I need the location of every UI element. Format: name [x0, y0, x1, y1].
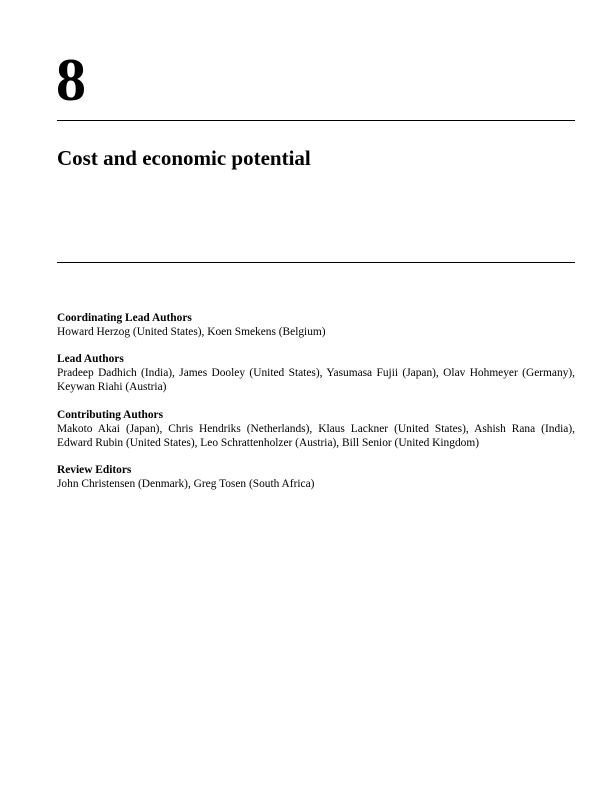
bottom-divider [57, 262, 575, 263]
author-names: John Christensen (Denmark), Greg Tosen (South Africa) [57, 478, 315, 491]
coordinating-lead-authors-section [57, 311, 575, 339]
author-names: Howard Herzog (United States), Koen Smekens (Belgium) [57, 326, 326, 338]
chapter-title: Cost and economic potential [57, 146, 311, 170]
contributing-authors-section [57, 408, 575, 450]
section-heading: Review Editors [57, 464, 132, 477]
author-names: Makoto Akai (Japan), Chris Hendriks (Netherlands), Klaus Lackner (United States), Ashish Rana (India), Edward Rubin (United States), Leo Schrattenholzer (Austria), Bill Senior (United Kingdom) [57, 422, 575, 449]
review-editors-section [57, 463, 575, 491]
section-heading: Lead Authors [57, 353, 124, 366]
section-heading: Coordinating Lead Authors [57, 312, 192, 324]
author-names: Pradeep Dadhich (India), James Dooley (United States), Yasumasa Fujii (Japan), Olav Hohmeyer (Germany), Keywan Riahi (Austria) [57, 367, 575, 394]
chapter-number: 8 [56, 47, 86, 113]
lead-authors-section [57, 352, 575, 394]
top-divider [57, 120, 575, 121]
author-list [57, 311, 575, 504]
section-heading: Contributing Authors [57, 408, 164, 421]
